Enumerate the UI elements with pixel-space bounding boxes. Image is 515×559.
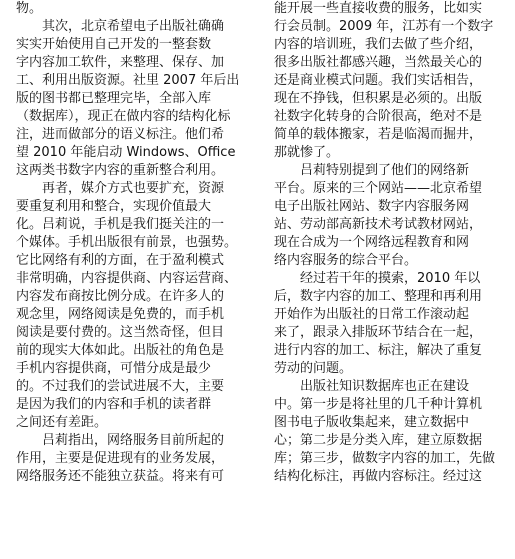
- text-line: 作用，主要是促进现有的业务发展，: [16, 451, 225, 466]
- text-line: 现在不挣钱，但积累是必须的。出版: [274, 91, 483, 106]
- text-line: 平台。原来的三个网站——北京希望: [274, 181, 483, 196]
- text-line: 内容发布商按比例分成。在许多人的: [16, 289, 225, 304]
- text-line: 它比网络有利的方面，在于盈利模式: [16, 253, 225, 268]
- text-line: 内容的培训班，我们去做了些介绍，: [274, 37, 483, 52]
- text-line: 那就惨了。: [274, 145, 340, 160]
- text-line: 后，数字内容的加工、整理和再利用: [274, 289, 483, 304]
- left-column: [16, 0, 255, 557]
- text-line: 的。不过我们的尝试进展不大，主要: [16, 379, 225, 394]
- text-line: 网络服务还不能独立获益。将来有可: [16, 469, 225, 484]
- text-line: 现在合成为一个网络远程教育和网: [274, 235, 470, 250]
- text-line: 库；第三步，做数字内容的加工，先做: [274, 451, 496, 466]
- text-line: 能开展一些直接收费的服务，比如实: [274, 1, 483, 16]
- text-line: 吕莉特别提到了他们的网络新: [300, 163, 470, 178]
- text-line: 还是商业模式问题。我们实话相告，: [274, 73, 483, 88]
- text-line: 物。: [16, 1, 43, 16]
- text-line: 简单的载体搬家，若是临渴而掘井，: [274, 127, 483, 142]
- text-line: 中。第一步是将社里的几千种计算机: [274, 397, 483, 412]
- text-line: 站、劳动部高新技术考试教材网站，: [274, 217, 483, 232]
- text-line: 阅读是要付费的。这当然奇怪，但目: [16, 325, 225, 340]
- text-line: 电子出版社网站、数字内容服务网: [274, 199, 470, 214]
- text-line: 前的现实大体如此。出版社的角色是: [16, 343, 225, 358]
- text-line: 这两类书数字内容的重新整合利用。: [16, 163, 225, 178]
- right-column: [274, 0, 513, 559]
- text-line: （数据库），现正在做内容的结构化标: [16, 109, 231, 124]
- text-line: 吕莉指出，网络服务目前所起的: [42, 433, 225, 448]
- text-line: 要重复利用和整合，实现价值最大: [16, 199, 212, 214]
- text-line: 开始作为出版社的日常工作滚动起: [274, 307, 470, 322]
- text-line: 之间还有差距。: [16, 415, 108, 430]
- text-line: 化。吕莉说，手机是我们挺关注的一: [16, 217, 225, 232]
- text-line: 实实开始使用自己开发的一整套数: [16, 37, 212, 52]
- text-line: 图书电子版收集起来，建立数据中: [274, 415, 470, 430]
- text-line: 望 2010 年能启动 Windows、Office: [16, 145, 236, 160]
- text-line: 行会员制。2009 年，江苏有一个数字: [274, 19, 494, 34]
- text-line: 手机内容提供商，可惜分成是最少: [16, 361, 212, 376]
- text-line: 注，进而做部分的语义标注。他们希: [16, 127, 225, 142]
- text-line: 结构化标注，再做内容标注。经过这: [274, 469, 483, 484]
- text-line: 进行内容的加工、标注，解决了重复: [274, 343, 483, 358]
- text-line: 经过若干年的摸索，2010 年以: [300, 271, 481, 286]
- text-line: 很多出版社都感兴趣，当然最关心的: [274, 55, 483, 70]
- text-line: 出版社知识数据库也正在建设: [300, 379, 470, 394]
- text-line: 观念里，网络阅读是免费的，而手机: [16, 307, 225, 322]
- text-line: 个媒体。手机出版很有前景，也强势。: [16, 235, 238, 250]
- text-line: 字内容加工软件，来整理、保存、加: [16, 55, 225, 70]
- text-line: 社数字化转身的合阶很高，绝对不是: [274, 109, 483, 124]
- text-line: 再者，媒介方式也要扩充，资源: [42, 181, 225, 196]
- text-line: 劳动的问题。: [274, 361, 353, 376]
- text-line: 版的图书都已整理完毕，全部入库: [16, 91, 212, 106]
- text-line: 非常明确，内容提供商、内容运营商、: [16, 271, 238, 286]
- text-line: 其次，北京希望电子出版社确确: [42, 19, 225, 34]
- text-line: 络内容服务的综合平台。: [274, 253, 418, 268]
- text-line: 来了，跟录入排版环节结合在一起，: [274, 325, 483, 340]
- text-line: 工、利用出版资源。社里 2007 年后出: [16, 73, 240, 88]
- text-line: 心；第二步是分类入库，建立原数据: [274, 433, 483, 448]
- text-line: 是因为我们的内容和手机的读者群: [16, 397, 212, 412]
